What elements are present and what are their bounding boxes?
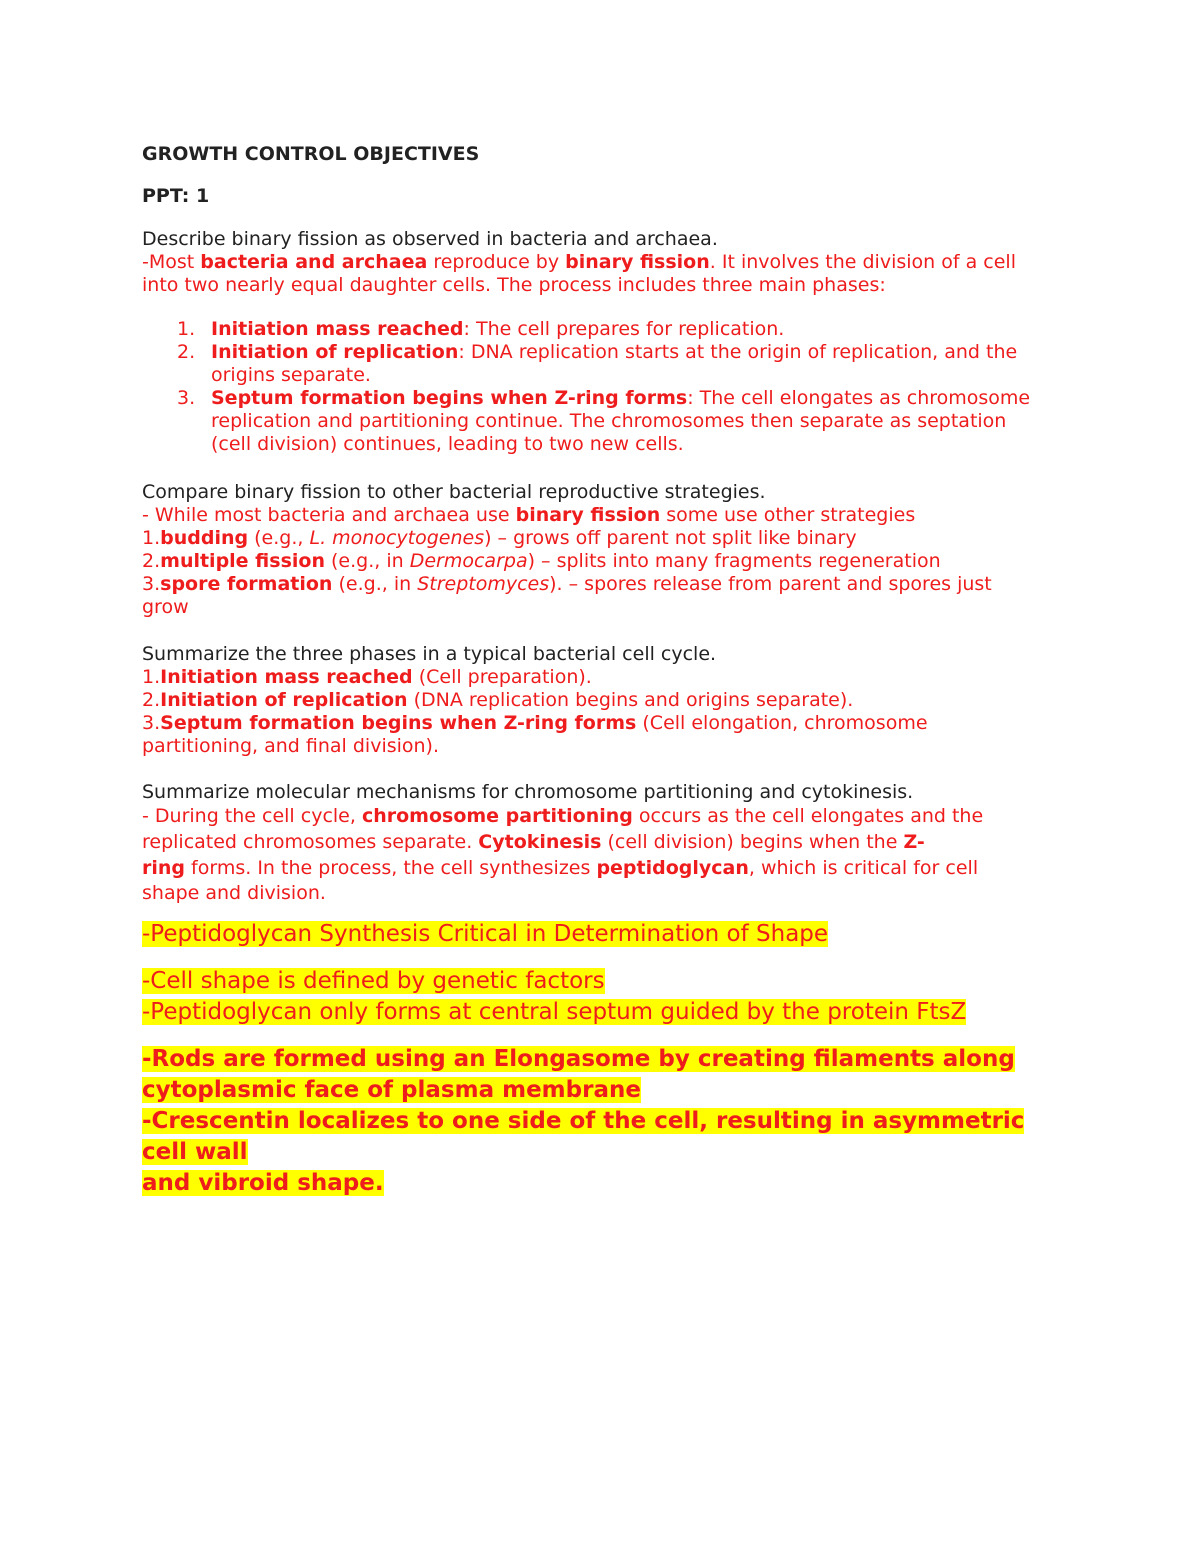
list-item (142, 318, 1072, 341)
text: : The cell elongates as chromosome (687, 387, 1031, 409)
text: 1. (142, 527, 161, 549)
answer-line (142, 573, 1072, 596)
text: 3. (142, 712, 161, 734)
answer-line (142, 804, 1072, 829)
text: (cell division) begins when the (601, 831, 904, 853)
text: , which is critical for cell (748, 857, 979, 879)
bold-term: Initiation mass reached (211, 318, 464, 340)
list-item (142, 341, 1072, 387)
list-number: 1. (177, 318, 196, 340)
highlighted-text: -Rods are formed using an Elongasome by creating filaments along (142, 1046, 1015, 1072)
text: : The cell prepares for replication. (463, 318, 785, 340)
text: 2. (142, 689, 161, 711)
answer-line: partitioning, and final division). (142, 735, 440, 757)
text: (Cell elongation, chromosome (636, 712, 928, 734)
highlighted-text: and vibroid shape. (142, 1170, 384, 1196)
text: occurs as the cell elongates and the (632, 805, 984, 827)
bold-term: Septum formation begins when Z-ring forms (211, 387, 688, 409)
answer-line (142, 666, 1072, 689)
list-number: 2. (177, 341, 196, 363)
section-reproductive-strategies (142, 481, 1072, 619)
bold-term: Initiation mass reached (160, 666, 413, 688)
question-strategies: Compare binary fission to other bacterial reproductive strategies. (142, 481, 766, 503)
bold-term: Septum formation begins when Z-ring forms (160, 712, 637, 734)
highlight-group-2 (142, 966, 1072, 1028)
highlighted-text: cytoplasmic face of plasma membrane (142, 1077, 641, 1103)
answer-line (142, 855, 1072, 882)
list-item (142, 387, 1072, 456)
text: (cell division) continues, leading to two new cells. (211, 433, 684, 455)
bold-term: budding (160, 527, 249, 549)
section-molecular-mechanisms (142, 781, 1072, 905)
ppt-label: PPT: 1 (142, 185, 210, 207)
highlight-line (142, 1168, 1072, 1199)
text: (Cell preparation). (412, 666, 592, 688)
question-mechanisms: Summarize molecular mechanisms for chromosome partitioning and cytokinesis. (142, 781, 914, 803)
text: some use other strategies (660, 504, 916, 526)
italic-term: L. monocytogenes (309, 527, 485, 549)
text: reproduce by (427, 251, 566, 273)
highlight-line (142, 966, 1072, 997)
bold-term: multiple fission (160, 550, 325, 572)
bold-term: binary fission (565, 251, 710, 273)
highlighted-text: -Peptidoglycan only forms at central septum guided by the protein FtsZ (142, 999, 967, 1025)
bold-term: chromosome partitioning (361, 805, 633, 827)
bold-term: bacteria and archaea (200, 251, 428, 273)
answer-line (142, 527, 1072, 550)
text: (e.g., in (332, 573, 418, 595)
bold-term: Z- (903, 831, 925, 853)
text: replication and partitioning continue. The chromosomes then separate as septation (211, 410, 1007, 432)
section-cell-cycle-phases (142, 643, 1072, 758)
highlight-group-1 (142, 919, 1072, 950)
question-phases: Summarize the three phases in a typical bacterial cell cycle. (142, 643, 717, 665)
phase-list (142, 318, 1072, 456)
section-binary-fission (142, 228, 1072, 456)
highlight-line (142, 1075, 1072, 1106)
text: - While most bacteria and archaea use (142, 504, 516, 526)
bold-term: Initiation of replication (160, 689, 408, 711)
text: (e.g., in (324, 550, 410, 572)
highlight-group-3 (142, 1044, 1072, 1199)
answer-line (142, 689, 1072, 712)
highlight-line (142, 1044, 1072, 1075)
bold-term: spore formation (160, 573, 333, 595)
italic-term: Streptomyces (417, 573, 550, 595)
answer-line (142, 829, 1072, 855)
bold-term: ring (142, 857, 186, 879)
text: 1. (142, 666, 161, 688)
bold-term: Cytokinesis (478, 831, 602, 853)
answer-line: into two nearly equal daughter cells. The process includes three main phases: (142, 274, 886, 296)
text: origins separate. (211, 364, 371, 386)
highlighted-text: -Cell shape is defined by genetic factors (142, 968, 605, 994)
question-binary-fission: Describe binary fission as observed in bacteria and archaea. (142, 228, 718, 250)
text: - During the cell cycle, (142, 805, 362, 827)
text: : DNA replication starts at the origin of replication, and the (458, 341, 1018, 363)
text: forms. In the process, the cell synthesizes (185, 857, 597, 879)
highlighted-text: -Peptidoglycan Synthesis Critical in Determination of Shape (142, 921, 829, 947)
answer-line: shape and division. (142, 882, 326, 904)
list-number: 3. (177, 387, 196, 409)
answer-line (142, 550, 1072, 573)
answer-line (142, 504, 1072, 527)
text: 2. (142, 550, 161, 572)
bold-term: Initiation of replication (211, 341, 459, 363)
bold-term: peptidoglycan (596, 857, 749, 879)
answer-line: grow (142, 596, 189, 618)
text: ) – splits into many fragments regeneration (527, 550, 941, 572)
text: ). – spores release from parent and spores just (549, 573, 992, 595)
text: -Most (142, 251, 201, 273)
text: ) – grows off parent not split like binary (484, 527, 857, 549)
text: (e.g., (248, 527, 310, 549)
document-page (142, 140, 1072, 1199)
italic-term: Dermocarpa (409, 550, 528, 572)
highlighted-text: -Crescentin localizes to one side of the cell, resulting in asymmetric cell wall (142, 1108, 1025, 1165)
answer-line (142, 251, 1072, 274)
answer-line (142, 712, 1072, 735)
highlight-line (142, 1106, 1072, 1168)
highlight-line (142, 919, 1072, 950)
highlight-line (142, 997, 1072, 1028)
text: 3. (142, 573, 161, 595)
text: replicated chromosomes separate. (142, 831, 479, 853)
bold-term: binary fission (515, 504, 661, 526)
text: . It involves the division of a cell (709, 251, 1016, 273)
document-title: GROWTH CONTROL OBJECTIVES (142, 143, 480, 165)
text: (DNA replication begins and origins separate). (407, 689, 854, 711)
